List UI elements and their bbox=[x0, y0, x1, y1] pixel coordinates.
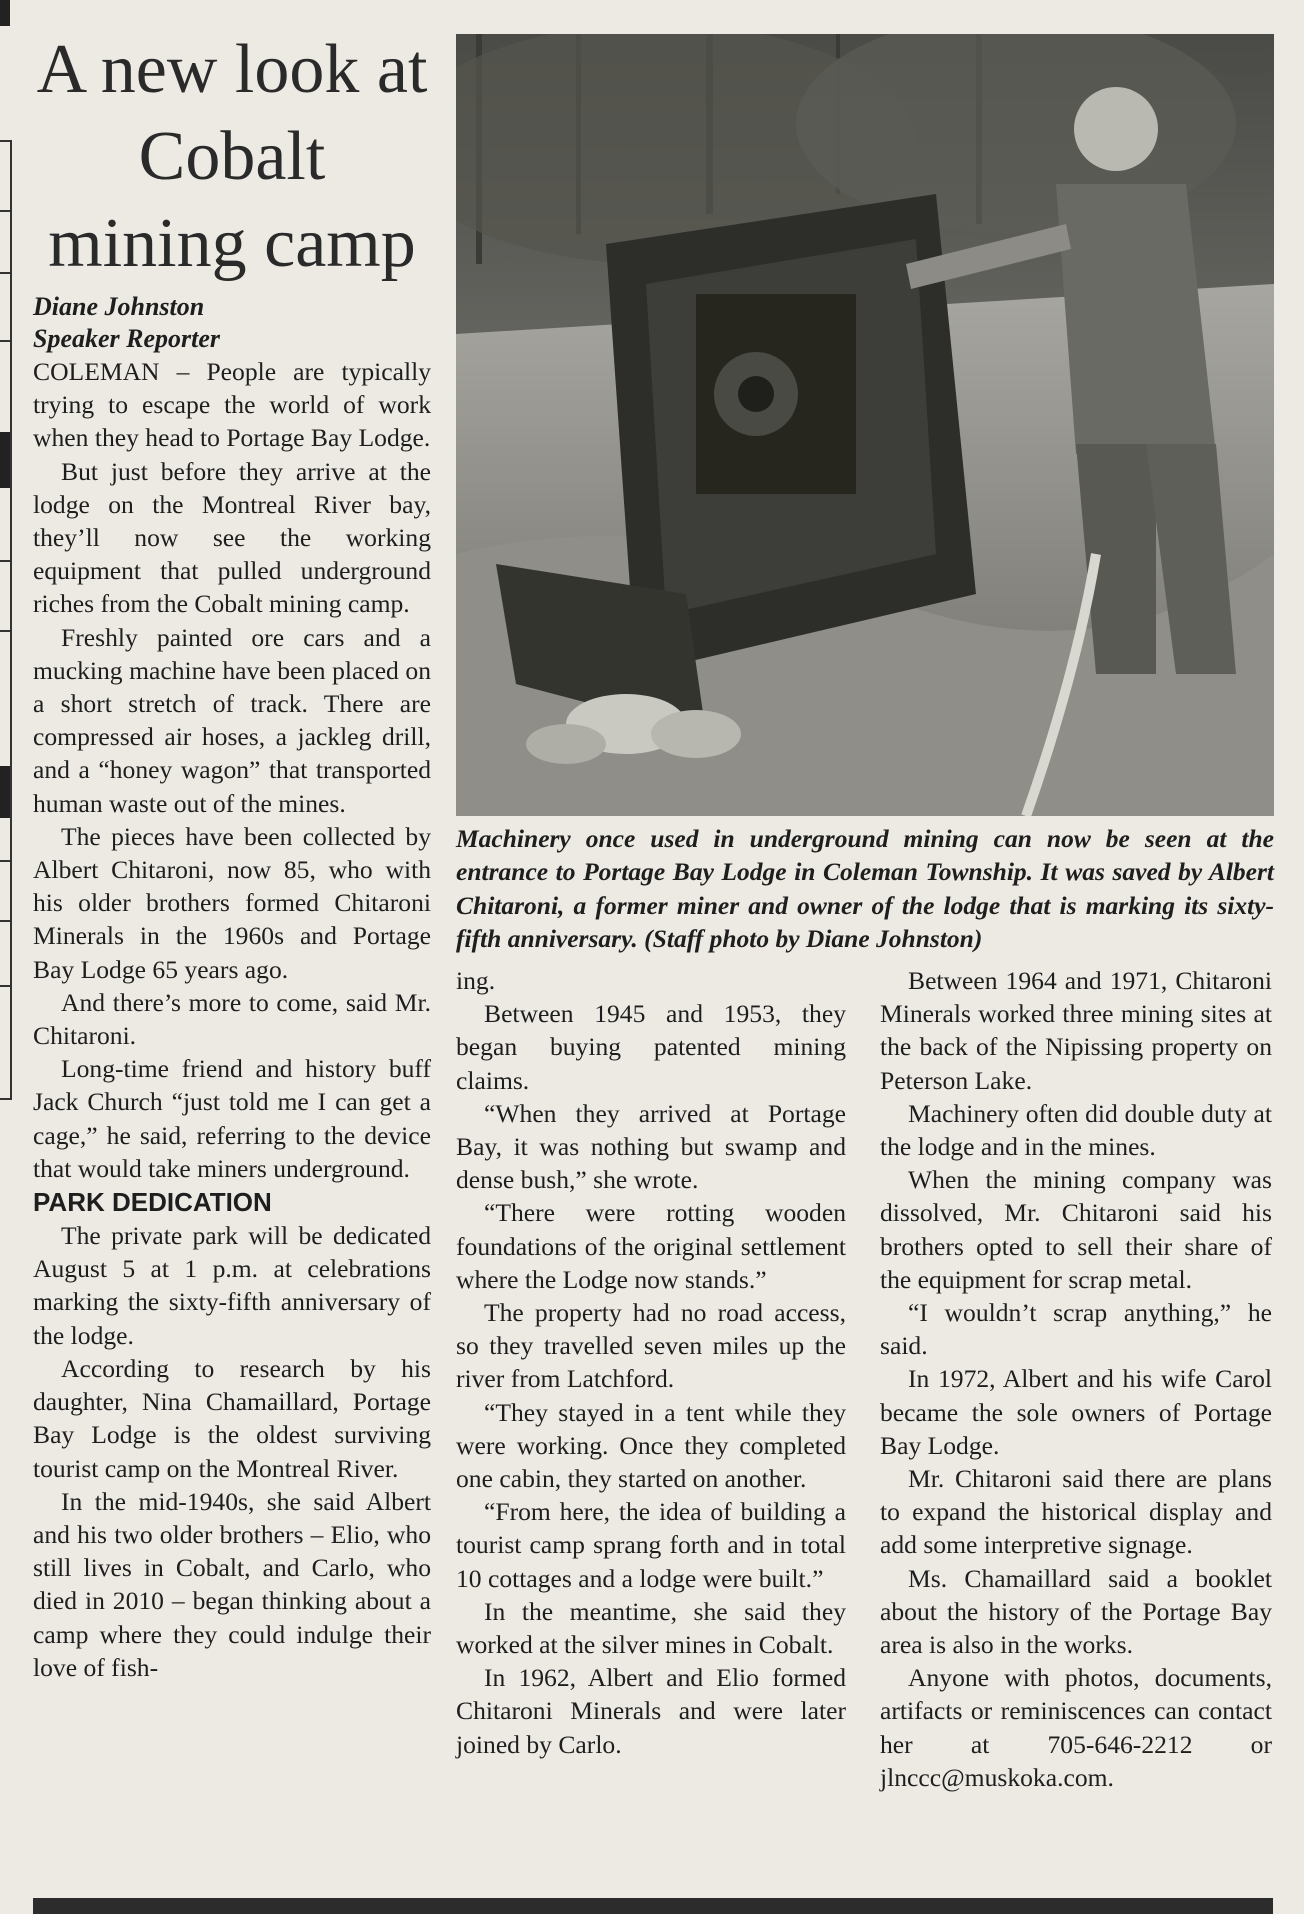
adjacent-rule bbox=[0, 1098, 12, 1100]
adjacent-rule bbox=[0, 630, 12, 632]
paragraph: Freshly painted ore cars and a mucking machine have been placed on a short stretch of track. There are compressed air hoses, a jackleg drill, and a “honey wagon” that transported human waste out of the mines. bbox=[33, 622, 431, 818]
adjacent-column-edge bbox=[0, 766, 10, 818]
article-column-1 bbox=[33, 0, 431, 1684]
paragraph: Ms. Chamaillard said a booklet about the history of the Portage Bay area is also in the works. bbox=[880, 1563, 1272, 1660]
paragraph: “From here, the idea of building a tourist camp sprang forth and in total 10 cottages and a lodge were built.” bbox=[456, 1497, 846, 1593]
paragraph: “They stayed in a tent while they were working. Once they completed one cabin, they started on another. bbox=[456, 1397, 846, 1494]
headline: A new look at Cobalt mining camp bbox=[36, 31, 428, 282]
adjacent-rule bbox=[0, 210, 12, 212]
paragraph: The private park will be dedicated August 5 at 1 p.m. at celebrations marking the sixty-fifth anniversary of the lodge. bbox=[33, 1221, 431, 1350]
paragraph: In 1962, Albert and Elio formed Chitaroni Minerals and were later joined by Carlo. bbox=[456, 1663, 846, 1759]
subheading: PARK DEDICATION bbox=[33, 1187, 272, 1218]
adjacent-column-rule bbox=[10, 140, 12, 1100]
paragraph: ing. bbox=[456, 966, 496, 995]
adjacent-rule bbox=[0, 340, 12, 342]
author-title: Speaker Reporter bbox=[33, 324, 221, 353]
bottom-rule bbox=[33, 1898, 1273, 1914]
adjacent-rule bbox=[0, 860, 12, 862]
paragraph: The pieces have been collected by Albert Chitaroni, now 85, who with his older brothers formed Chitaroni Minerals in the 1960s and Portage Bay Lodge 65 years ago. bbox=[33, 821, 431, 984]
paragraph: “There were rotting wooden foundations of the original settlement where the Lodge now stands.” bbox=[456, 1198, 846, 1294]
adjacent-rule bbox=[0, 272, 12, 274]
paragraph: Machinery often did double duty at the lodge and in the mines. bbox=[880, 1098, 1272, 1162]
paragraph: According to research by his daughter, Nina Chamaillard, Portage Bay Lodge is the oldest surviving tourist camp on the Montreal River. bbox=[33, 1353, 431, 1483]
adjacent-rule bbox=[0, 140, 12, 142]
article-column-2 bbox=[456, 964, 846, 1761]
paragraph: The property had no road access, so they travelled seven miles up the river from Latchford. bbox=[456, 1298, 846, 1394]
paragraph: COLEMAN – People are typically trying to escape the world of work when they head to Portage Bay Lodge. bbox=[33, 357, 431, 453]
adjacent-column-edge bbox=[0, 0, 10, 26]
paragraph: “I wouldn’t scrap anything,” he said. bbox=[880, 1298, 1272, 1361]
paragraph: “When they arrived at Portage Bay, it was nothing but swamp and dense bush,” she wrote. bbox=[456, 1098, 846, 1195]
paragraph: In the meantime, she said they worked at the silver mines in Cobalt. bbox=[456, 1596, 846, 1660]
article-column-3 bbox=[880, 964, 1272, 1794]
paragraph: In the mid-1940s, she said Albert and his two older brothers – Elio, who still lives in Cobalt, and Carlo, who died in 2010 – began thinking about a camp where they could indulge their love of fish- bbox=[33, 1486, 431, 1682]
article-photo bbox=[456, 34, 1274, 816]
mining-machinery-photo bbox=[456, 34, 1274, 816]
adjacent-rule bbox=[0, 920, 12, 922]
paragraph: When the mining company was dissolved, Mr. Chitaroni said his brothers opted to sell their share of the equipment for scrap metal. bbox=[880, 1165, 1272, 1294]
photo-caption: Machinery once used in underground mining can now be seen at the entrance to Portage Bay Lodge in Coleman Township. It was saved by Albert Chitaroni, a former miner and owner of the lodge that is marking its sixty-fifth anniversary. (Staff photo by Diane Johnston) bbox=[456, 824, 1274, 954]
paragraph: Between 1945 and 1953, they began buying patented mining claims. bbox=[456, 999, 846, 1095]
paragraph: But just before they arrive at the lodge on the Montreal River bay, they’ll now see the working equipment that pulled underground riches from the Cobalt mining camp. bbox=[33, 456, 431, 619]
paragraph: Mr. Chitaroni said there are plans to expand the historical display and add some interpretive signage. bbox=[880, 1464, 1272, 1560]
paragraph: Between 1964 and 1971, Chitaroni Minerals worked three mining sites at the back of the Nipissing property on Peterson Lake. bbox=[880, 966, 1272, 1095]
paragraph: And there’s more to come, said Mr. Chitaroni. bbox=[33, 987, 431, 1051]
author-name: Diane Johnston bbox=[33, 292, 205, 321]
paragraph: In 1972, Albert and his wife Carol became the sole owners of Portage Bay Lodge. bbox=[880, 1364, 1272, 1460]
adjacent-rule bbox=[0, 560, 12, 562]
paragraph: Long-time friend and history buff Jack Church “just told me I can get a cage,” he said, referring to the device that would take miners underground. bbox=[33, 1054, 431, 1183]
adjacent-column-edge bbox=[0, 432, 10, 488]
adjacent-rule bbox=[0, 985, 12, 987]
paragraph: Anyone with photos, documents, artifacts or reminiscences can contact her at 705-646-2212 or jlnccc@muskoka.com. bbox=[880, 1663, 1272, 1792]
